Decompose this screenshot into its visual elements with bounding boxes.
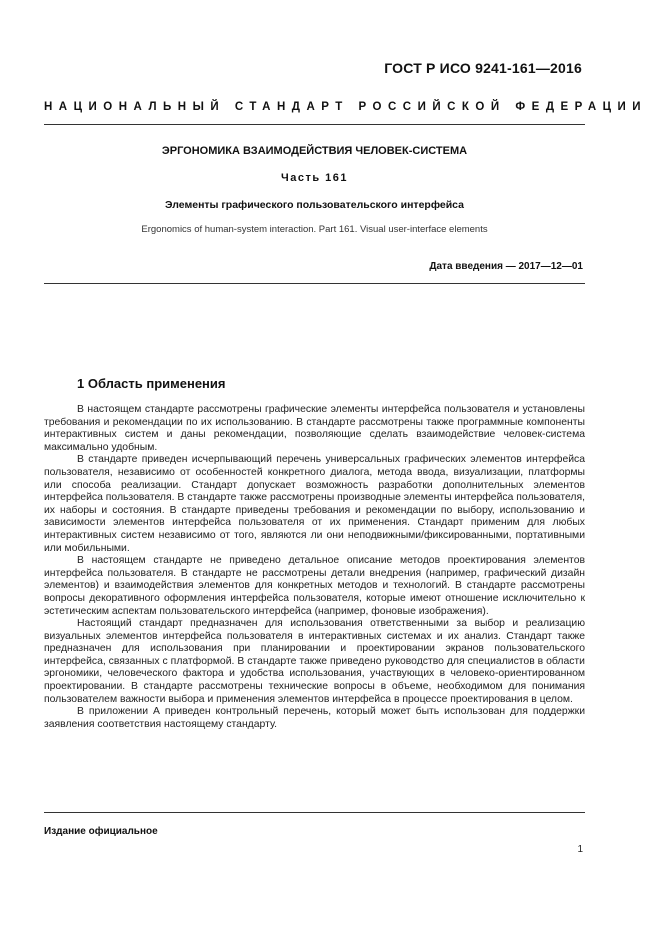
page-number: 1 (577, 844, 583, 855)
section-body (44, 404, 585, 731)
paragraph-1: В настоящем стандарте рассмотрены графические элементы интерфейса пользователя и установлены требования и рекомендации по их использованию. В стандарте рассмотрены также программные компоненты интерактивных систем и даны рекомендации, позволяющие сделать взаимодействие человек-система максимально удобным. (44, 404, 585, 453)
document-title: ЭРГОНОМИКА ВЗАИМОДЕЙСТВИЯ ЧЕЛОВЕК-СИСТЕМА (161, 145, 468, 157)
national-standard-heading: НАЦИОНАЛЬНЫЙ СТАНДАРТ РОССИЙСКОЙ ФЕДЕРАЦИИ (44, 101, 648, 113)
paragraph-3: В настоящем стандарте не приведено детальное описание методов проектирования элементов интерфейса пользователя. В стандарте не рассмотрены детали внедрения (например, графический дизайн элементов) и взаимодействия элементов для конкретных методов и технологий. В стандарте рассмотрены вопросы декоративного оформления интерфейса пользователя, которые имеют отношение исключительно к эстетическим аспектам пользовательского интерфейса (например, фоновые изображения). (44, 555, 585, 617)
edition-label: Издание официальное (44, 826, 158, 837)
paragraph-4: Настоящий стандарт предназначен для использования ответственными за выбор и реализацию визуальных элементов интерфейса пользователя в интерактивных системах и их анализ. Стандарт также предназначен для использования при планировании и проектировании экранов пользовательского интерфейса, связанных с платформой. В стандарте также приведено руководство для специалистов в области эргономики, человеческого фактора и удобства использования, участвующих в человеко-ориентированном проектировании. В стандарте рассмотрены технические вопросы в объеме, необходимом для понимания пользователем важности выбора и применения элементов интерфейса в процессе проектирования в целом. (44, 618, 585, 705)
document-part: Часть 161 (280, 172, 349, 184)
section-heading: 1 Область применения (77, 376, 226, 391)
gost-code: ГОСТ Р ИСО 9241-161—2016 (384, 60, 582, 76)
divider-top (44, 124, 585, 125)
paragraph-5: В приложении А приведен контрольный перечень, который может быть использован для поддержки заявления соответствия настоящему стандарту. (44, 706, 585, 730)
divider-middle (44, 283, 585, 284)
introduction-date: Дата введения — 2017—12—01 (429, 261, 583, 272)
divider-footer (44, 812, 585, 813)
english-title: Ergonomics of human-system interaction. Part 161. Visual user-interface elements (141, 224, 488, 235)
paragraph-2: В стандарте приведен исчерпывающий перечень универсальных графических элементов интерфейса пользователя, независимо от особенностей конкретного диалога, метода ввода, визуализации, платформы или способа реализации. Стандарт допускает возможность разработки дополнительных элементов интерфейса пользователя. В стандарте также рассмотрены производные элементы интерфейса пользователя, их наборы и состояния. В стандарте приведены требования и рекомендации по выбору, использованию и зависимости элементов интерфейса пользователя от их применения. Стандарт применим для любых интерактивных систем независимо от того, являются ли они неподвижными/фиксированными, портативными или мобильными. (44, 454, 585, 554)
document-subtitle: Элементы графического пользовательского интерфейса (165, 199, 464, 211)
